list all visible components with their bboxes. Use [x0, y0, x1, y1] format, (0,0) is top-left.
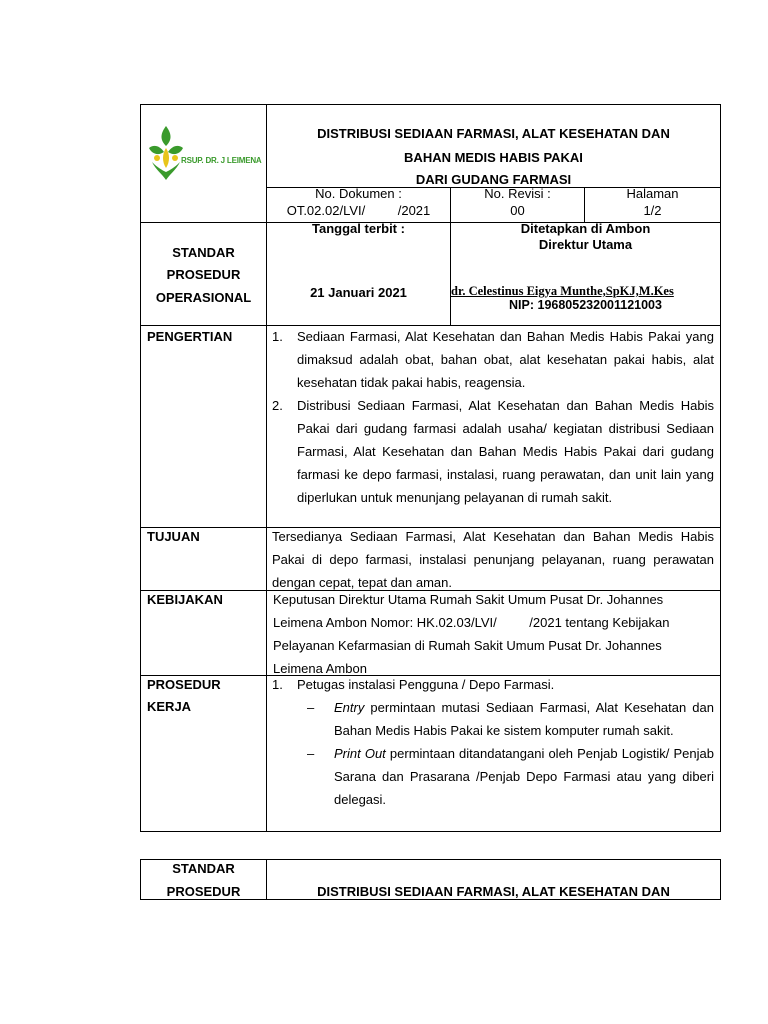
pengertian-label: PENGERTIAN [147, 329, 233, 344]
no-dokumen-label: No. Dokumen : [315, 186, 402, 201]
next-table-border-right [720, 859, 721, 900]
sop-label-line-2: PROSEDUR [166, 267, 241, 282]
prosedur-subitem-2 [307, 742, 714, 811]
table-border-bottom [140, 831, 721, 832]
prosedur-label-line-1: PROSEDUR [147, 677, 221, 692]
director-nip: NIP: 196805232001121003 [509, 298, 662, 312]
pengertian-item-2-text: Distribusi Sediaan Farmasi, Alat Kesehatan dan Bahan Medis Habis Pakai dari gudang farmasi adalah usaha/ kegiatan distribusi Sediaan Farmasi, Alat Kesehatan dan Bahan Medis Habis Pakai dari gudang farmasi ke depo farmasi, instalasi, ruang perawatan, dan unit lain yang diperlukan untuk menunjang pelayanan di rumah sakit. [297, 398, 714, 505]
pengertian-item-1 [272, 325, 714, 394]
director-name: dr. Celestinus Eigya Munthe,SpKJ,M.Kes [451, 284, 674, 298]
kebijakan-line-3: Pelayanan Kefarmasian di Rumah Sakit Umum Pusat Dr. Johannes [273, 638, 662, 653]
subitem-2-text: permintaan ditandatangani oleh Penjab Logistik/ Penjab Sarana dan Prasarana /Penjab Depo Farmasi atau yang diberi delegasi. [334, 746, 714, 807]
kebijakan-label: KEBIJAKAN [147, 592, 223, 607]
table-border-left [140, 104, 141, 832]
table-border-right [720, 104, 721, 832]
logo-emblem-icon [146, 124, 186, 184]
pengertian-item-1-text: Sediaan Farmasi, Alat Kesehatan dan Bahan Medis Habis Pakai yang dimaksud adalah obat, bahan obat, alat kesehatan pakai habis, alat kesehatan tidak pakai habis, reagensia. [297, 329, 714, 390]
halaman-value: 1/2 [643, 203, 662, 218]
pengertian-item-1-num: 1. [272, 329, 283, 344]
prosedur-item-1-num: 1. [272, 677, 283, 692]
prosedur-sublist [272, 696, 714, 811]
halaman-label: Halaman [626, 186, 679, 201]
subitem-2-emphasis: Print Out [334, 746, 386, 761]
pengertian-item-2-num: 2. [272, 398, 283, 413]
no-revisi-value: 00 [510, 203, 525, 218]
subitem-1-text: permintaan mutasi Sediaan Farmasi, Alat Kesehatan dan Bahan Medis Habis Pakai ke sistem komputer rumah sakit. [334, 700, 714, 738]
tanggal-terbit-value: 21 Januari 2021 [310, 285, 407, 300]
kebijakan-line-4: Leimena Ambon [273, 661, 367, 676]
prosedur-list [272, 673, 714, 811]
pengertian-item-2 [272, 394, 714, 509]
tanggal-terbit-label: Tanggal terbit : [312, 221, 405, 236]
tujuan-text: Tersedianya Sediaan Farmasi, Alat Kesehatan dan Bahan Medis Habis Pakai di depo farmasi, instalasi penunjang pelayanan, ruang perawatan dengan cepat, tepat dan aman. [272, 529, 714, 590]
no-revisi-label: No. Revisi : [484, 186, 551, 201]
ditetapkan-text: Ditetapkan di Ambon [520, 221, 651, 236]
sop-label-line-3: OPERASIONAL [155, 290, 252, 305]
sop-label-line-1: STANDAR [172, 245, 235, 260]
doc-title-line-3: DARI GUDANG FARMASI [415, 172, 572, 187]
kebijakan-line-2: Leimena Ambon Nomor: HK.02.03/LVI/ /2021 tentang Kebijakan [273, 615, 670, 630]
jabatan-text: Direktur Utama [538, 237, 633, 252]
prosedur-subitem-1 [307, 696, 714, 742]
prosedur-item-1-text: Petugas instalasi Pengguna / Depo Farmasi. [297, 677, 555, 692]
subitem-1-dash: – [307, 700, 315, 715]
kebijakan-line-1: Keputusan Direktur Utama Rumah Sakit Umum Pusat Dr. Johannes [273, 592, 664, 607]
prosedur-item-1 [272, 673, 714, 696]
subitem-1-emphasis: Entry [334, 700, 365, 715]
subitem-2-dash: – [307, 746, 315, 761]
doc-title-line-1: DISTRIBUSI SEDIAAN FARMASI, ALAT KESEHATAN DAN [317, 126, 670, 141]
doc-title-line-2: BAHAN MEDIS HABIS PAKAI [404, 150, 583, 165]
next-sop-label-line-1: STANDAR [172, 861, 235, 876]
table-border-top [140, 104, 721, 105]
logo-text: RSUP. DR. J LEIMENA [181, 156, 262, 165]
next-sop-label-line-2: PROSEDUR [166, 884, 241, 899]
prosedur-label-line-2: KERJA [147, 699, 192, 714]
tujuan-label: TUJUAN [147, 529, 200, 544]
no-dokumen-value: OT.02.02/LVI/ /2021 [286, 203, 431, 218]
hospital-logo [146, 124, 262, 188]
next-doc-title: DISTRIBUSI SEDIAAN FARMASI, ALAT KESEHATAN DAN [317, 884, 670, 899]
pengertian-list [272, 325, 714, 509]
